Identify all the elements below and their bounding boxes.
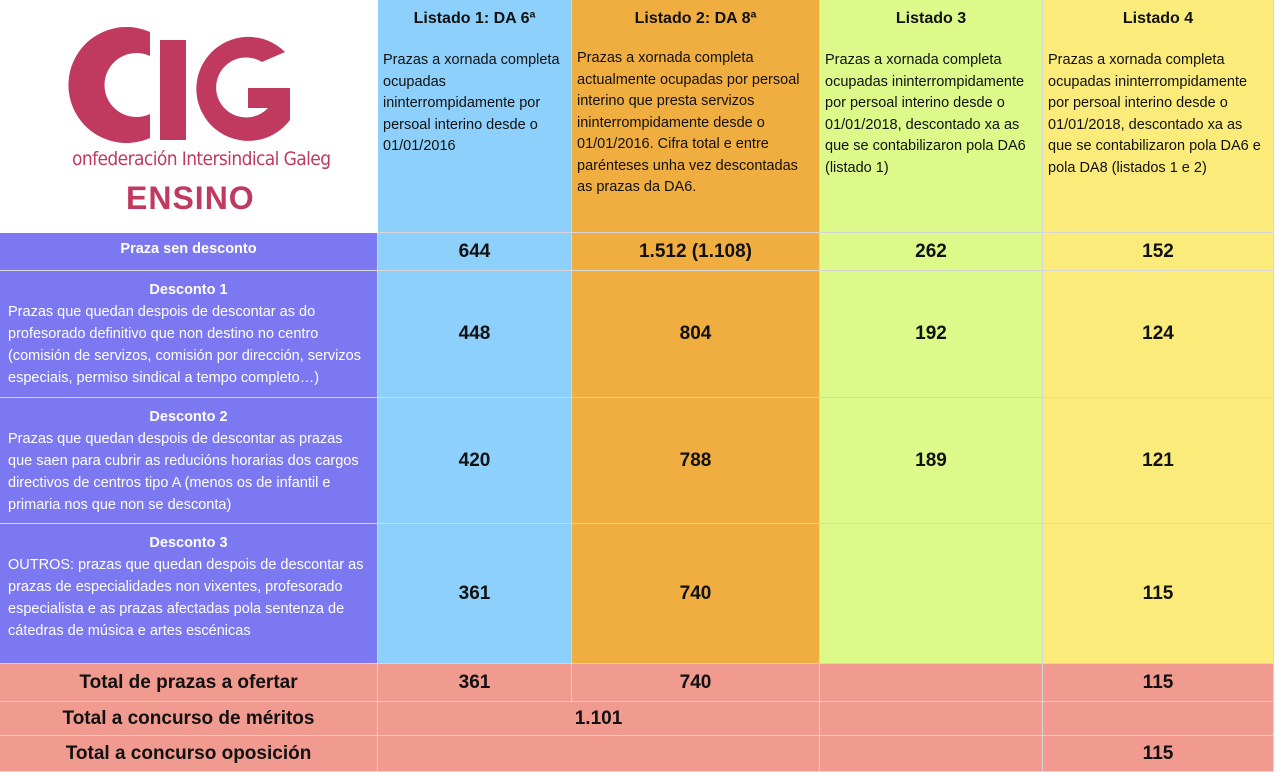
column-description: Prazas a xornada completa actualmente ocupadas por persoal interino que presta servizos ininterrompidamente desde o 01/01/2016. Cifra total e entre parénteses unha vez descontadas as prazas da DA6. (577, 50, 800, 195)
logo-letter-g (196, 37, 290, 141)
total-oposicion-value (378, 736, 820, 772)
column-title: Listado 2: DA 8ª (634, 10, 757, 27)
column-description: Prazas a xornada completa ocupadas ininterrompidamente por persoal interino desde o 01/01/2018, descontado xa as que se contabilizaron pola DA6 (listado 1) (825, 52, 1026, 176)
value-cell (820, 524, 1043, 664)
cig-ensino-logo (0, 0, 378, 233)
value-cell: 361 (378, 524, 572, 664)
row-title: Desconto 2 (149, 409, 228, 425)
total-ofertar-label: Total de prazas a ofertar (0, 664, 378, 702)
value-cell: 189 (820, 398, 1043, 524)
column-description: Prazas a xornada completa ocupadas ininterrompidamente por persoal interino desde o 01/01/2018, descontado xa as que se contabilizaron pola DA6 e pola DA8 (listados 1 e 2) (1048, 52, 1261, 176)
value-cell: 804 (572, 271, 820, 398)
column-header-listado-1 (378, 0, 572, 233)
column-description: Prazas a xornada completa ocupadas ininterrompidamente por persoal interino desde o 01/01/2016 (383, 52, 560, 154)
value-cell: 262 (820, 233, 1043, 271)
value-cell: 115 (1043, 736, 1274, 772)
row-label-desconto-2 (0, 398, 378, 524)
row-title: Desconto 1 (149, 282, 228, 298)
value-cell (1043, 702, 1274, 736)
total-meritos-value: 1.101 (378, 702, 820, 736)
row-label-praza-sen-desconto (0, 233, 378, 271)
value-cell: 420 (378, 398, 572, 524)
logo-letter-c (68, 27, 150, 143)
logo-org-name: onfederación Intersindical Galeg (72, 148, 331, 170)
row-label-desconto-1 (0, 271, 378, 398)
value-cell: 152 (1043, 233, 1274, 271)
column-header-listado-3 (820, 0, 1043, 233)
value-cell: 1.512 (1.108) (572, 233, 820, 271)
value-cell: 192 (820, 271, 1043, 398)
logo-subtitle: ENSINO (126, 180, 255, 216)
row-description: Prazas que quedan despois de descontar as do profesorado definitivo que non destino no centro (comisión de servizos, comisión por dirección, servizos especiais, permiso sindical a tempo completo…) (8, 304, 361, 386)
column-title: Listado 1: DA 6ª (413, 10, 536, 27)
column-header-listado-4 (1043, 0, 1274, 233)
value-cell: 361 (378, 664, 572, 702)
value-cell: 788 (572, 398, 820, 524)
value-cell (820, 664, 1043, 702)
value-cell: 644 (378, 233, 572, 271)
row-title: Praza sen desconto (120, 241, 257, 257)
row-label-desconto-3 (0, 524, 378, 664)
value-cell: 740 (572, 664, 820, 702)
value-cell (820, 736, 1043, 772)
total-oposicion-label: Total a concurso oposición (0, 736, 378, 772)
logo-letter-i (160, 40, 186, 140)
total-meritos-label: Total a concurso de méritos (0, 702, 378, 736)
row-description: Prazas que quedan despois de descontar as prazas que saen para cubrir as reducións horarias dos cargos directivos de centros tipo A (menos os de infantil e primaria nos que non se desconta) (8, 431, 359, 513)
column-title: Listado 3 (895, 10, 967, 27)
value-cell: 740 (572, 524, 820, 664)
column-title: Listado 4 (1122, 10, 1194, 27)
value-cell (820, 702, 1043, 736)
row-description: OUTROS: prazas que quedan despois de descontar as prazas de especialidades non vixentes, profesorado especialista e as prazas afectadas pola sentenza de cátedras de música e artes escénicas (8, 557, 364, 639)
value-cell: 124 (1043, 271, 1274, 398)
value-cell: 115 (1043, 524, 1274, 664)
column-header-listado-2 (572, 0, 820, 233)
value-cell: 115 (1043, 664, 1274, 702)
row-title: Desconto 3 (149, 535, 228, 551)
value-cell: 121 (1043, 398, 1274, 524)
value-cell: 448 (378, 271, 572, 398)
